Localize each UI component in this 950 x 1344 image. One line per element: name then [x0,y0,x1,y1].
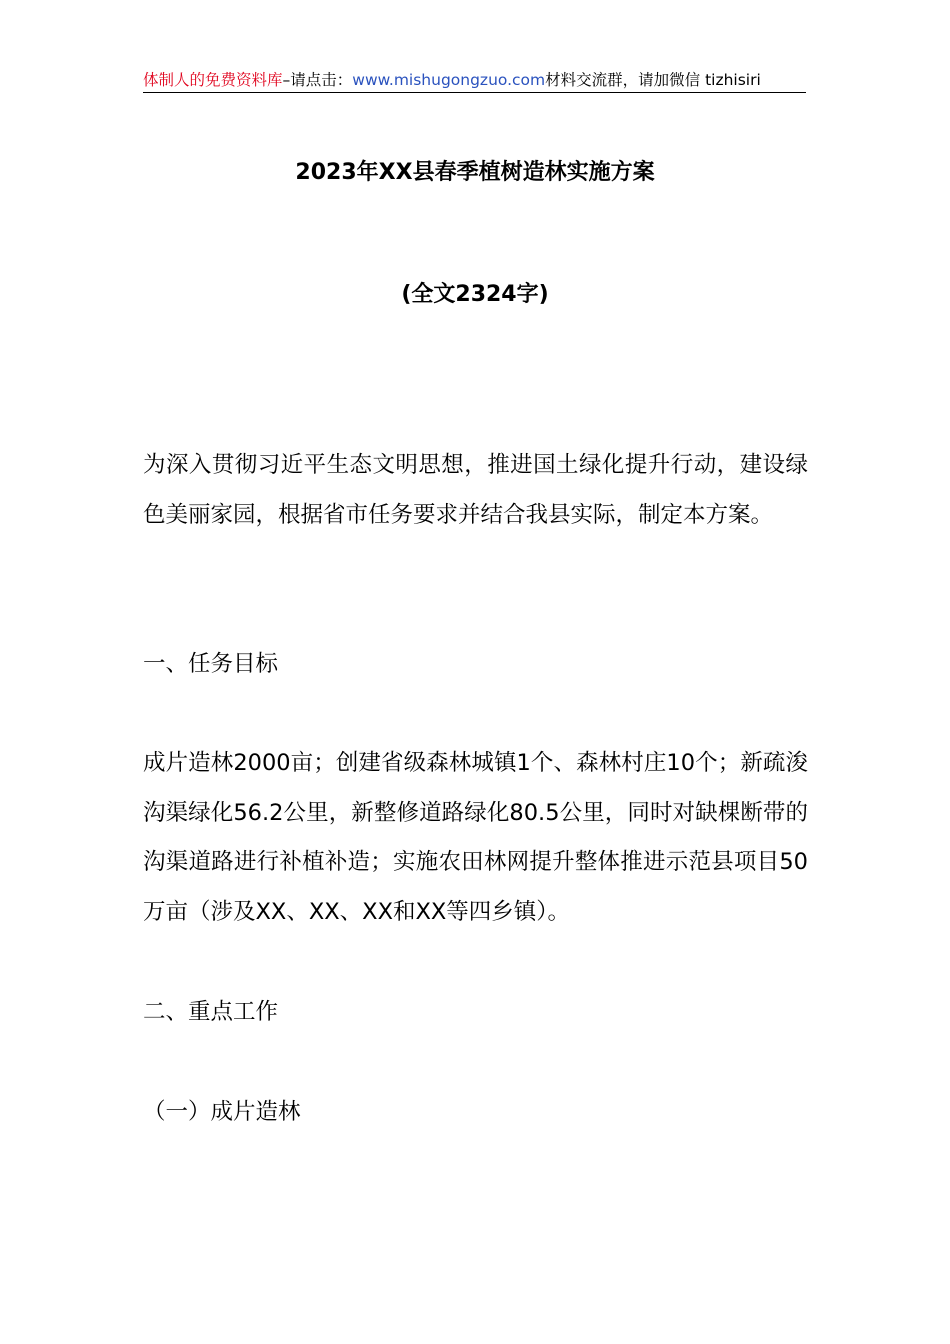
header-url-link[interactable]: www.mishugongzuo.com [352,71,546,89]
subsection-heading-1: （一）成片造林 [143,1099,301,1125]
section-heading-1: 一、任务目标 [143,651,279,677]
intro-paragraph: 为深入贯彻习近平生态文明思想，推进国土绿化提升行动，建设绿色美丽家园，根据省市任务要求并结合我县实际，制定本方案。 [143,452,808,528]
page-header [143,68,806,93]
document-subtitle: (全文2324字) [401,282,549,307]
header-brand: 体制人的免费资料库 [143,71,283,89]
header-separator: –请点击： [282,71,353,89]
header-tail-text: 材料交流群，请加微信 tizhisiri [545,71,761,89]
section-heading-2: 二、重点工作 [143,999,279,1025]
goals-paragraph: 成片造林2000亩；创建省级森林城镇1个、森林村庄10个；新疏浚沟渠绿化56.2公里，新整修道路绿化80.5公里，同时对缺棵断带的沟渠道路进行补植补造；实施农田林网提升整体推进示范县项目50万亩（涉及XX、XX、XX和XX等四乡镇）。 [143,750,808,925]
document-title: 2023年XX县春季植树造林实施方案 [295,160,655,185]
